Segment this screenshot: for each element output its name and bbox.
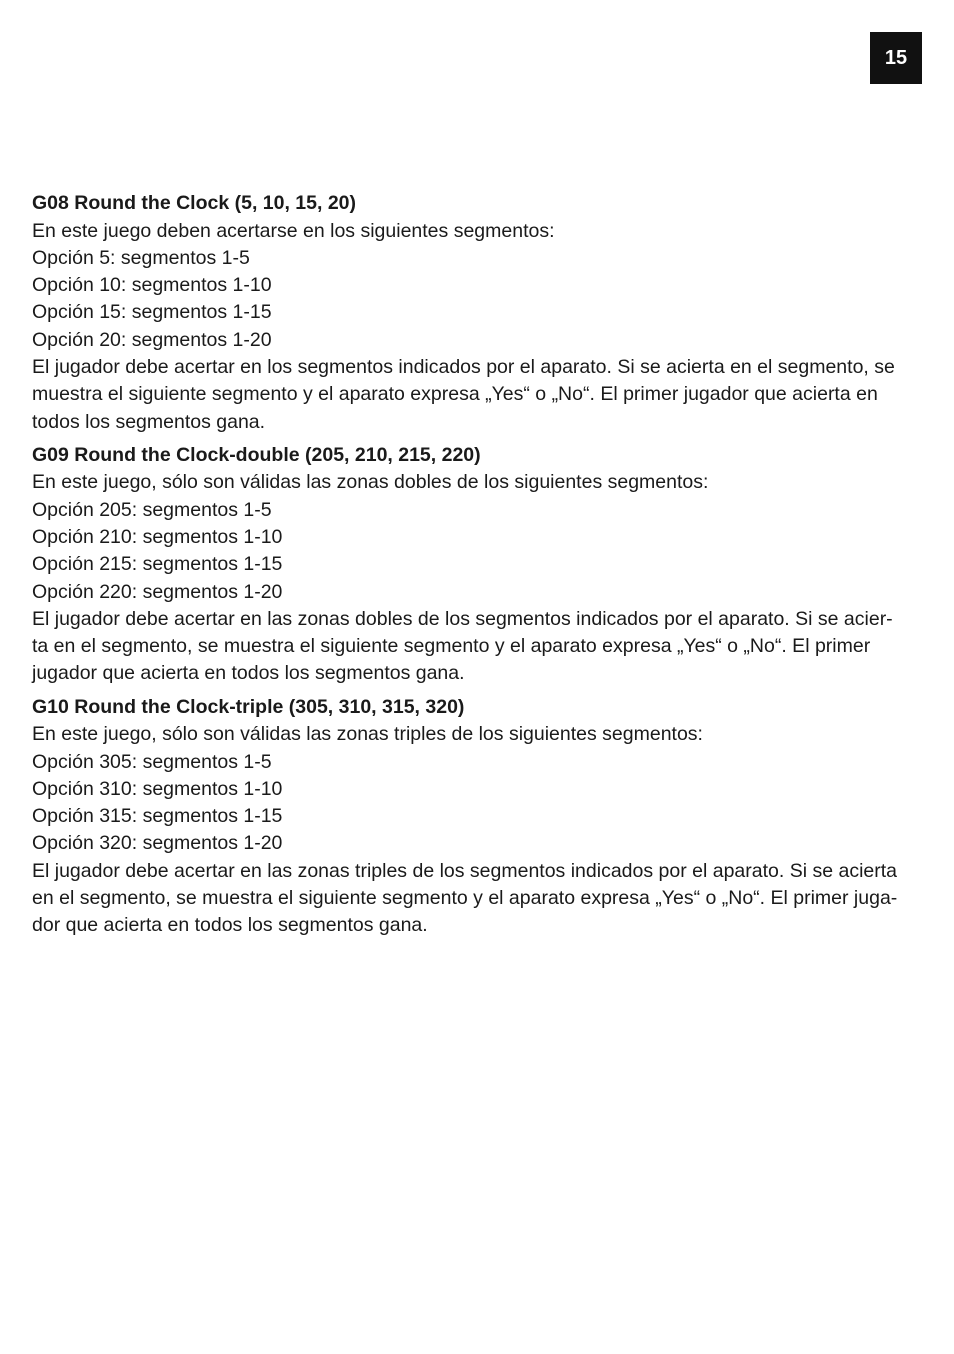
option-line: Opción 310: segmentos 1-10 (32, 777, 283, 800)
main-content (32, 190, 920, 946)
description-line: todos los segmentos gana. (32, 410, 266, 433)
option-line: Opción 205: segmentos 1-5 (32, 498, 272, 521)
section-intro: En este juego, sólo son válidas las zonas dobles de los siguientes segmentos: (32, 471, 709, 494)
description-line: El jugador debe acertar en los segmentos indicados por el aparato. Si se acierta en el segmento, se (32, 355, 895, 378)
description-line: jugador que acierta en todos los segmentos gana. (32, 662, 465, 685)
description-line: dor que acierta en todos los segmentos gana. (32, 914, 428, 937)
section-g10 (32, 694, 920, 940)
option-line: Opción 320: segmentos 1-20 (32, 832, 283, 855)
option-line: Opción 220: segmentos 1-20 (32, 580, 283, 603)
section-intro: En este juego, sólo son válidas las zonas triples de los siguientes segmentos: (32, 723, 703, 746)
section-heading: G09 Round the Clock-double (205, 210, 215, 220) (32, 443, 481, 466)
option-line: Opción 5: segmentos 1-5 (32, 246, 250, 269)
option-line: Opción 210: segmentos 1-10 (32, 525, 283, 548)
description-line: ta en el segmento, se muestra el siguiente segmento y el aparato expresa „Yes“ o „No“. El primer (32, 635, 871, 658)
section-g08 (32, 190, 920, 436)
description-line: muestra el siguiente segmento y el aparato expresa „Yes“ o „No“. El primer jugador que acierta en (32, 383, 878, 406)
option-line: Opción 10: segmentos 1-10 (32, 274, 272, 297)
page-number-badge: 15 (870, 32, 922, 84)
section-heading: G10 Round the Clock-triple (305, 310, 315, 320) (32, 695, 465, 718)
section-description (32, 354, 920, 436)
section-g09 (32, 442, 920, 688)
section-description (32, 858, 920, 940)
option-line: Opción 20: segmentos 1-20 (32, 328, 272, 351)
option-line: Opción 215: segmentos 1-15 (32, 553, 283, 576)
option-line: Opción 305: segmentos 1-5 (32, 750, 272, 773)
description-line: El jugador debe acertar en las zonas dobles de los segmentos indicados por el aparato. Si se acier- (32, 607, 893, 630)
description-line: en el segmento, se muestra el siguiente segmento y el aparato expresa „Yes“ o „No“. El primer juga- (32, 887, 898, 910)
section-heading: G08 Round the Clock (5, 10, 15, 20) (32, 192, 357, 214)
description-line: El jugador debe acertar en las zonas triples de los segmentos indicados por el aparato. Si se acierta (32, 859, 897, 882)
option-line: Opción 15: segmentos 1-15 (32, 301, 272, 324)
section-intro: En este juego deben acertarse en los siguientes segmentos: (32, 219, 555, 242)
section-description (32, 606, 920, 688)
option-line: Opción 315: segmentos 1-15 (32, 805, 283, 828)
